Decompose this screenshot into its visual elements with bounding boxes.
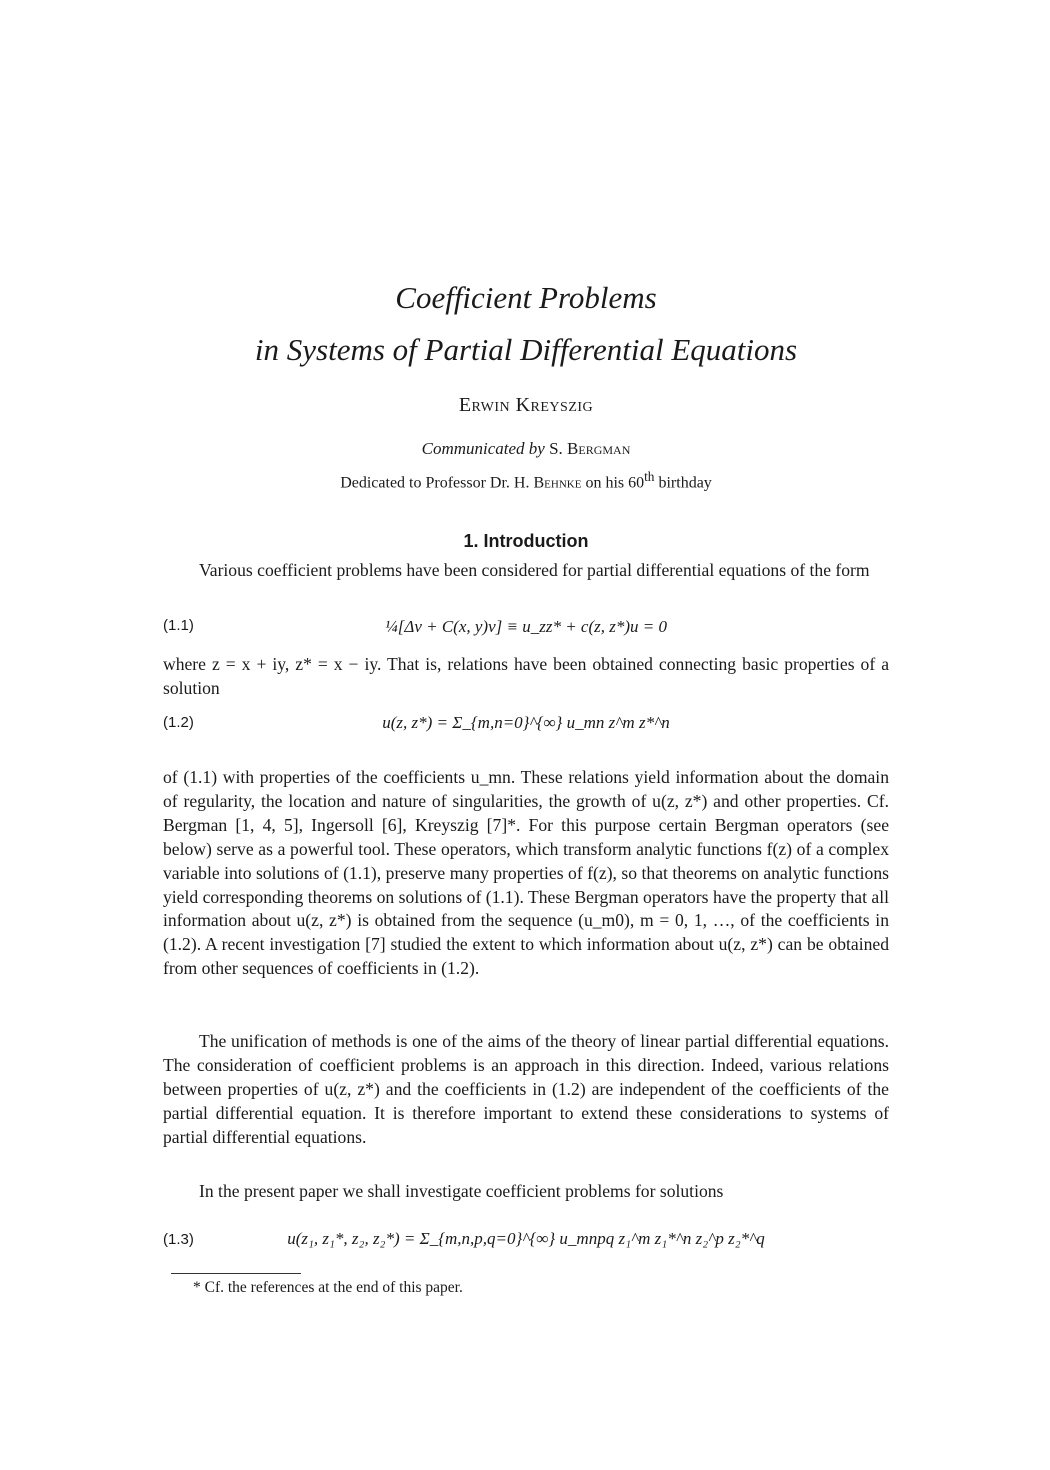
dedication-name: Behnke (533, 474, 582, 492)
equation-number: (1.1) (163, 617, 194, 634)
paragraph-4: The unification of methods is one of the aims of the theory of linear partial differential equations. The consideration of coefficient problems is an approach in this direction. Indeed, various relations between properties of u(z, z*) and the coefficients in (1.2) are independent of the coefficients of the partial differential equation. It is therefore important to extend these considerations to systems of partial differential equations. (163, 1031, 889, 1147)
communicated-prefix: Communicated by (421, 439, 545, 458)
dedication-text-mid: on his 60 (585, 474, 645, 492)
paragraph-5: In the present paper we shall investigate coefficient problems for solutions (199, 1181, 724, 1201)
dedication (163, 469, 889, 492)
equation-body: u(z, z*) = Σ_{m,n=0}^{∞} u_mn z^m z*^n (382, 713, 670, 732)
dedication-superscript: th (644, 469, 655, 484)
paper-title-line-1: Coefficient Problems (395, 280, 657, 315)
equation-number: (1.2) (163, 714, 194, 731)
dedication-text-after: birthday (658, 474, 712, 492)
equation-body: ¼[Δv + C(x, y)v] ≡ u_zz* + c(z, z*)u = 0 (384, 617, 668, 636)
equation-1-1 (163, 617, 889, 647)
author-name: Erwin Kreyszig (458, 394, 594, 416)
communicated-by (163, 439, 889, 459)
paragraph-3: of (1.1) with properties of the coefficients u_mn. These relations yield information about the domain of regularity, the location and nature of singularities, the growth of u(z, z*) and other properties. Cf. Bergman [1, 4, 5], Ingersoll [6], Kreyszig [7]*. For this purpose certain Bergman operators (see below) serve as a powerful tool. These operators, which transform analytic functions f(z) of a complex variable into solutions of (1.1), preserve many properties of f(z), so that theorems on analytic functions yield corresponding theorems on solutions of (1.1). These Bergman operators have the property that all information about u(z, z*) is obtained from the sequence (u_m0), m = 0, 1, …, of the coefficients in (1.2). A recent investigation [7] studied the extent to which information about u(z, z*) can be obtained from other sequences of coefficients in (1.2). (163, 767, 889, 979)
equation-1-3 (163, 1229, 889, 1259)
paragraph-2: where z = x + iy, z* = x − iy. That is, relations have been obtained connecting basic properties of a solution (163, 654, 889, 698)
equation-body: u(z₁, z₁*, z₂, z₂*) = Σ_{m,n,p,q=0}^{∞} u_mnpq z₁^m z₁*^n z₂^p z₂*^q (287, 1229, 765, 1248)
equation-1-2 (163, 713, 889, 743)
communicator-name: S. Bergman (549, 439, 631, 458)
footnote-divider (171, 1273, 301, 1274)
footnote: * Cf. the references at the end of this paper. (193, 1279, 463, 1296)
paragraph-1: Various coefficient problems have been considered for partial differential equations of the form (199, 560, 870, 580)
equation-number: (1.3) (163, 1231, 194, 1248)
section-heading: 1. Introduction (463, 531, 589, 551)
paper-title-line-2: in Systems of Partial Differential Equations (254, 332, 798, 367)
dedication-text-before: Dedicated to Professor Dr. H. (340, 474, 530, 492)
